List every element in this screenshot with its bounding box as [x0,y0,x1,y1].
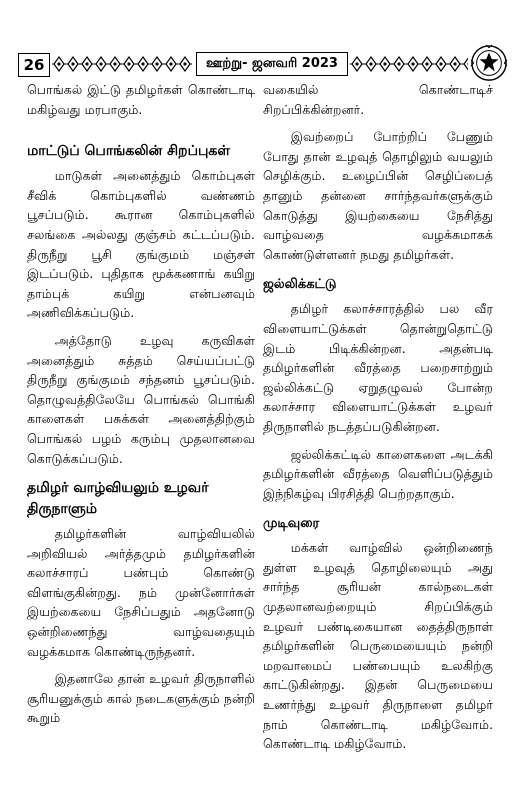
page-number: 26 [18,53,50,77]
intro-paragraph: பொங்கல் இட்டு தமிழர்கள் கொண்டாடி மகிழ்வது மரபாகும். [27,82,255,117]
paragraph: இதனாலே தான் உழவர் திருநாளில் சூரியனுக்கும் கால் நடைகளுக்கும் நன்றி கூறும் [27,671,255,726]
paragraph: தமிழர்களின் வாழ்வியலில் அறிவியல் அர்த்தமும் தமிழர்களின் கலாச்சாரப் பண்பும் கொண்டு விளங்குகின்றது. நம் முன்னோர்கள் இயற்கையை நேசிப்பதும் அதனோடு ஒன்றிணைந்து வாழ்வதையும் வழக்கமாக கொண்டிருந்தனர். [27,526,255,659]
section-heading-conclusion: முடிவுரை [263,516,320,532]
left-column [27,80,255,736]
decorative-border-right [350,55,468,73]
paragraph: அத்தோடு உழவு கருவிகள் அனைத்தும் சுத்தம் செய்யப்பட்டு திருநீறு குங்குமம் சந்தனம் பூசப்படும். தொழுவத்திலேயே பொங்கல் பொங்கி காளைகள் பசுக்கள் அனைத்திற்கும் பொங்கல் பழம் கரும்பு முதலானவை கொடுக்கப்படும். [27,332,255,466]
issue-title: ஊற்று- ஜனவரி 2023 [196,52,348,76]
page-header [18,52,510,78]
decorative-border-left [52,55,192,73]
paragraph: ஜல்லிக்கட்டில் காளைகளை அடக்கி தமிழர்களின் வீரத்தை வெளிப்படுத்தும் இந்நிகழ்வு பிரசித்தி பெற்றதாகும். [263,446,493,501]
section-heading-uzhavar-thirunaal: தமிழர் வாழ்வியலும் உழவர் திருநாளும் [27,480,209,518]
paragraph: மாடுகள் அனைத்தும் கொம்புகள் சீவிக் கொம்புகளில் வண்ணம் பூசப்படும். கூரான கொம்புகளில் சலங்கை அல்லது குஞ்சம் கட்டப்படும். திருநீறு பூசி குங்குமம் மஞ்சள் இடப்படும். புதிதாக மூக்கணாங் கயிறு தாம்புக் கயிறு என்பனவும் அணிவிக்கப்படும். [27,168,255,321]
paragraph: மக்கள் வாழ்வில் ஒன்றிணைந் துள்ள உழவுத் தொழிலையும் அது சார்ந்த சூரியன் கால்நடைகள் முதலானவற்றையும் சிறப்பிக்கும் உழவர் பண்டிகையான தைத்திருநாள் தமிழர்களின் பெருமையையும் நன்றி மறவாமைப் பண்பையும் உலகிற்கு காட்டுகின்றது. இதன் பெருமையை உணர்ந்து உழவர் திருநாளை தமிழர் நாம் கொண்டாடி மகிழ்வோம். கொண்டாடி மகிழ்வோம். [263,540,493,752]
emblem-icon [470,44,508,82]
section-heading-maattu-pongal: மாட்டுப் பொங்கலின் சிறப்புகள் [27,143,230,160]
right-column [263,80,493,762]
paragraph: தமிழர் கலாச்சாரத்தில் பல வீர விளையாட்டுக்கள் தொன்றுதொட்டு இடம் பிடிக்கின்றன. அதன்படி தமிழர்களின் வீரத்தை பறைசாற்றும் ஜல்லிக்கட்டு ஏறுதழுவல் போன்ற கலாச்சார விளையாட்டுக்கள் உழவர் திருநாளில் நடத்தப்படுகின்றன. [263,301,493,434]
paragraph: இவற்றைப் போற்றிப் பேணும் போது தான் உழவுத் தொழிலும் வயலும் செழிக்கும். உழைப்பின் செழிப்பைத் தானும் தன்னை சார்ந்தவர்களுக்கும் கொடுத்து இயற்கையை நேசித்து வாழ்வதை வழக்கமாகக் கொண்டுள்ளனர் நமது தமிழர்கள். [263,129,493,262]
section-heading-jallikattu: ஜல்லிக்கட்டு [263,277,337,293]
continued-paragraph: வகையில் கொண்டாடிச் சிறப்பிக்கின்றனர். [263,82,493,117]
